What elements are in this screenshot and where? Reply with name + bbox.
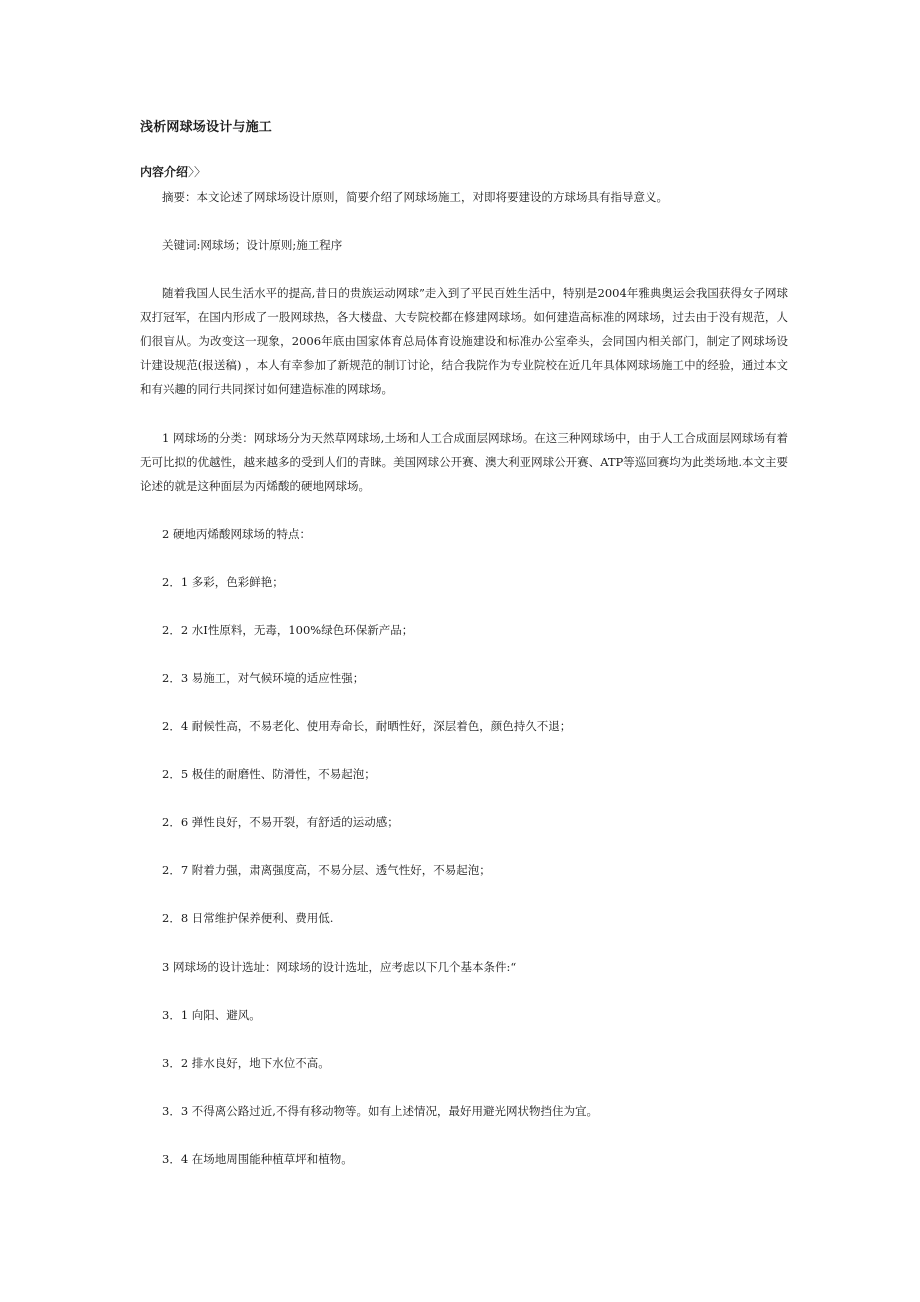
intro-paragraph: 随着我国人民生活水平的提高,昔日的贵族运动网球”走入到了平民百姓生活中，特别是2004年雅典奥运会我国获得女子网球双打冠军，在国内形成了一股网球热，各大楼盘、大专院校都在修建网球场。如何建造高标准的网球场，过去由于没有规范，人们很盲从。为改变这一现象，2006年底由国家体育总局体育设施建设和标准办公室牵头，会同国内相关部门，制定了网球场设计建设规范(报送稿) ，本人有幸参加了新规范的制订讨论，结合我院作为专业院校在近几年具体网球场施工中的经验，通过本文和有兴趣的同行共同探讨如何建造标准的网球场。 [140, 286, 788, 396]
list-item-2-8: 2．8 日常维护保养便利、费用低. [162, 911, 334, 925]
section-1-paragraph: 1 网球场的分类：网球场分为天然草网球场,土场和人工合成面层网球场。在这三种网球场中，由于人工合成面层网球场有着无可比拟的优越性，越来越多的受到人们的青睐。美国网球公开赛、澳大利亚网球公开赛、ATP等巡回赛均为此类场地.本文主要论述的就是这种面层为丙烯酸的硬地网球场。 [140, 431, 788, 493]
list-item-2-7: 2．7 附着力强，肃离强度高，不易分层、透气性好，不易起泡； [162, 863, 491, 877]
list-item-2-4: 2．4 耐候性高，不易老化、使用寿命长，耐晒性好，深层着色，颜色持久不退； [162, 719, 572, 733]
intro-heading [140, 163, 206, 180]
intro-label: 内容介绍 [140, 165, 189, 179]
section-3-heading: 3 网球场的设计选址：网球场的设计选址，应考虑以下几个基本条件:“ [162, 960, 517, 974]
list-item-2-6: 2．6 弹性良好，不易开裂，有舒适的运动感； [162, 815, 399, 829]
list-item-2-1: 2．1 多彩，色彩鲜艳； [162, 575, 284, 589]
list-item-2-3: 2．3 易施工，对气候环境的适应性强； [162, 671, 365, 685]
abstract-text: 摘要：本文论述了网球场设计原则，简要介绍了网球场施工，对即将要建设的方球场具有指导意义。 [162, 190, 668, 204]
list-item-2-5: 2．5 极佳的耐磨性、防滑性，不易起泡； [162, 767, 376, 781]
section-2-heading: 2 硬地丙烯酸网球场的特点： [162, 527, 311, 541]
list-item-3-1: 3．1 向阳、避风。 [162, 1008, 261, 1022]
keywords-text: 关键词:网球场；设计原则;施工程序 [162, 238, 343, 252]
document-title: 浅析网球场设计与施工 [140, 120, 273, 135]
list-item-2-2: 2．2 水Ⅰ性原料，无毒，100%绿色环保新产品； [162, 623, 414, 637]
list-item-3-3: 3．3 不得离公路过近,不得有移动物等。如有上述情况，最好用避光网状物挡住为宜。 [162, 1104, 598, 1118]
intro-suffix: 〉〉 [188, 165, 207, 179]
list-item-3-2: 3．2 排水良好，地下水位不高。 [162, 1056, 330, 1070]
list-item-3-4: 3．4 在场地周围能种植草坪和植物。 [162, 1152, 353, 1166]
